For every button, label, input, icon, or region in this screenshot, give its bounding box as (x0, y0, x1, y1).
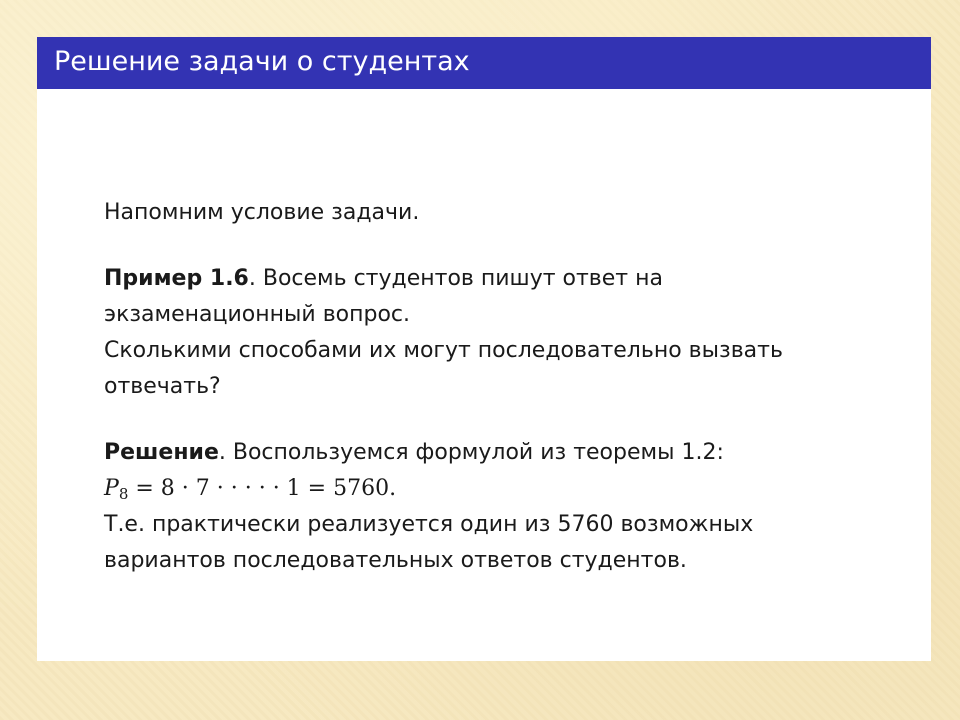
formula-expression: = 8 · 7 · · · · · 1 = 5760. (128, 476, 397, 501)
example-line-1 (104, 261, 894, 297)
solution-line-4: вариантов последовательных ответов студентов. (104, 548, 687, 573)
formula-variable: P (104, 476, 119, 501)
slide-title-bar (37, 37, 931, 89)
example-line-4: отвечать? (104, 374, 221, 399)
solution-line-3: Т.е. практически реализуется один из 5760 возможных (104, 512, 754, 537)
permutation-formula (104, 471, 894, 507)
spacer (104, 231, 894, 261)
spacer (104, 405, 894, 435)
solution-label: Решение (104, 440, 219, 465)
example-text-1: . Восемь студентов пишут ответ на (248, 266, 663, 291)
example-line-3: Сколькими способами их могут последовательно вызвать (104, 338, 783, 363)
intro-text: Напомним условие задачи. (104, 200, 420, 225)
example-line-2: экзаменационный вопрос. (104, 302, 411, 327)
slide-body (104, 195, 894, 579)
solution-line-1 (104, 435, 894, 471)
slide (37, 37, 931, 661)
example-label: Пример 1.6 (104, 266, 249, 291)
formula-subscript: 8 (118, 485, 129, 503)
solution-block (104, 435, 894, 579)
slide-title: Решение задачи о студентах (54, 46, 470, 77)
solution-text-1: . Воспользуемся формулой из теоремы 1.2: (218, 440, 724, 465)
example-block (104, 261, 894, 405)
